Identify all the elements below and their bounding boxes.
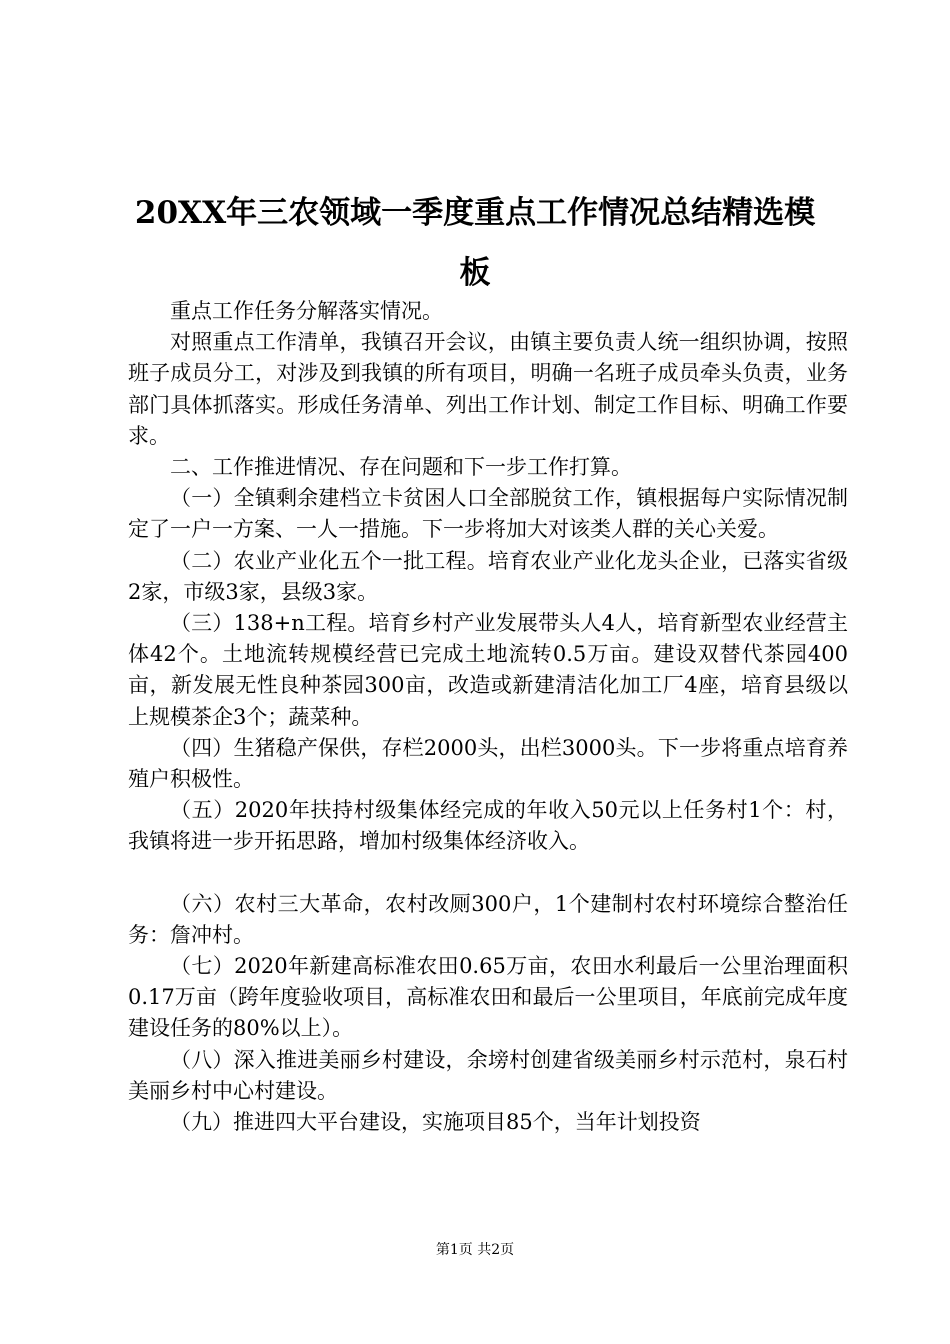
paragraph: 二、工作推进情况、存在问题和下一步工作打算。 [170,455,632,480]
document-body [128,296,848,1138]
paragraph: （八）深入推进美丽乡村建设，余塝村创建省级美丽乡村示范村，泉石村美丽乡村中心村建设。 [128,1047,848,1103]
paragraph: 对照重点工作清单，我镇召开会议，由镇主要负责人统一组织协调，按照班子成员分工，对涉及到我镇的所有项目，明确一名班子成员牵头负责，业务部门具体抓落实。形成任务清单、列出工作计划、制定工作目标、明确工作要求。 [128,330,848,448]
paragraph: （二）农业产业化五个一批工程。培育农业产业化龙头企业，已落实省级2家，市级3家，县级3家。 [128,548,848,604]
page-footer: 第1页 共2页 [435,1242,515,1258]
paragraph: （三）138+n工程。培育乡村产业发展带头人4人，培育新型农业经营主体42个。土地流转规模经营已完成土地流转0.5万亩。建设双替代茶园400亩，新发展无性良种茶园300亩，改造或新建清洁化加工厂4座，培育县级以上规模茶企3个；蔬菜种。 [128,611,848,729]
paragraph: （一）全镇剩余建档立卡贫困人口全部脱贫工作，镇根据每户实际情况制定了一户一方案、一人一措施。下一步将加大对该类人群的关心关爱。 [128,486,848,542]
paragraph: （七）2020年新建高标准农田0.65万亩，农田水利最后一公里治理面积0.17万亩（跨年度验收项目，高标准农田和最后一公里项目，年底前完成年度建设任务的80%以上）。 [128,954,848,1041]
paragraph: （四）生猪稳产保供，存栏2000头，出栏3000头。下一步将重点培育养殖户积极性。 [128,735,848,792]
document-title: 20XX年三农领域一季度重点工作情况总结精选模板 [134,195,816,291]
paragraph: （九）推进四大平台建设，实施项目85个，当年计划投资 [170,1110,701,1135]
paragraph: （六）农村三大革命，农村改厕300户，1个建制村农村环境综合整治任务：詹冲村。 [128,891,848,947]
paragraph: （五）2020年扶持村级集体经完成的年收入50元以上任务村1个：村，我镇将进一步开拓思路，增加村级集体经济收入。 [128,798,848,854]
paragraph: 重点工作任务分解落实情况。 [170,299,443,323]
